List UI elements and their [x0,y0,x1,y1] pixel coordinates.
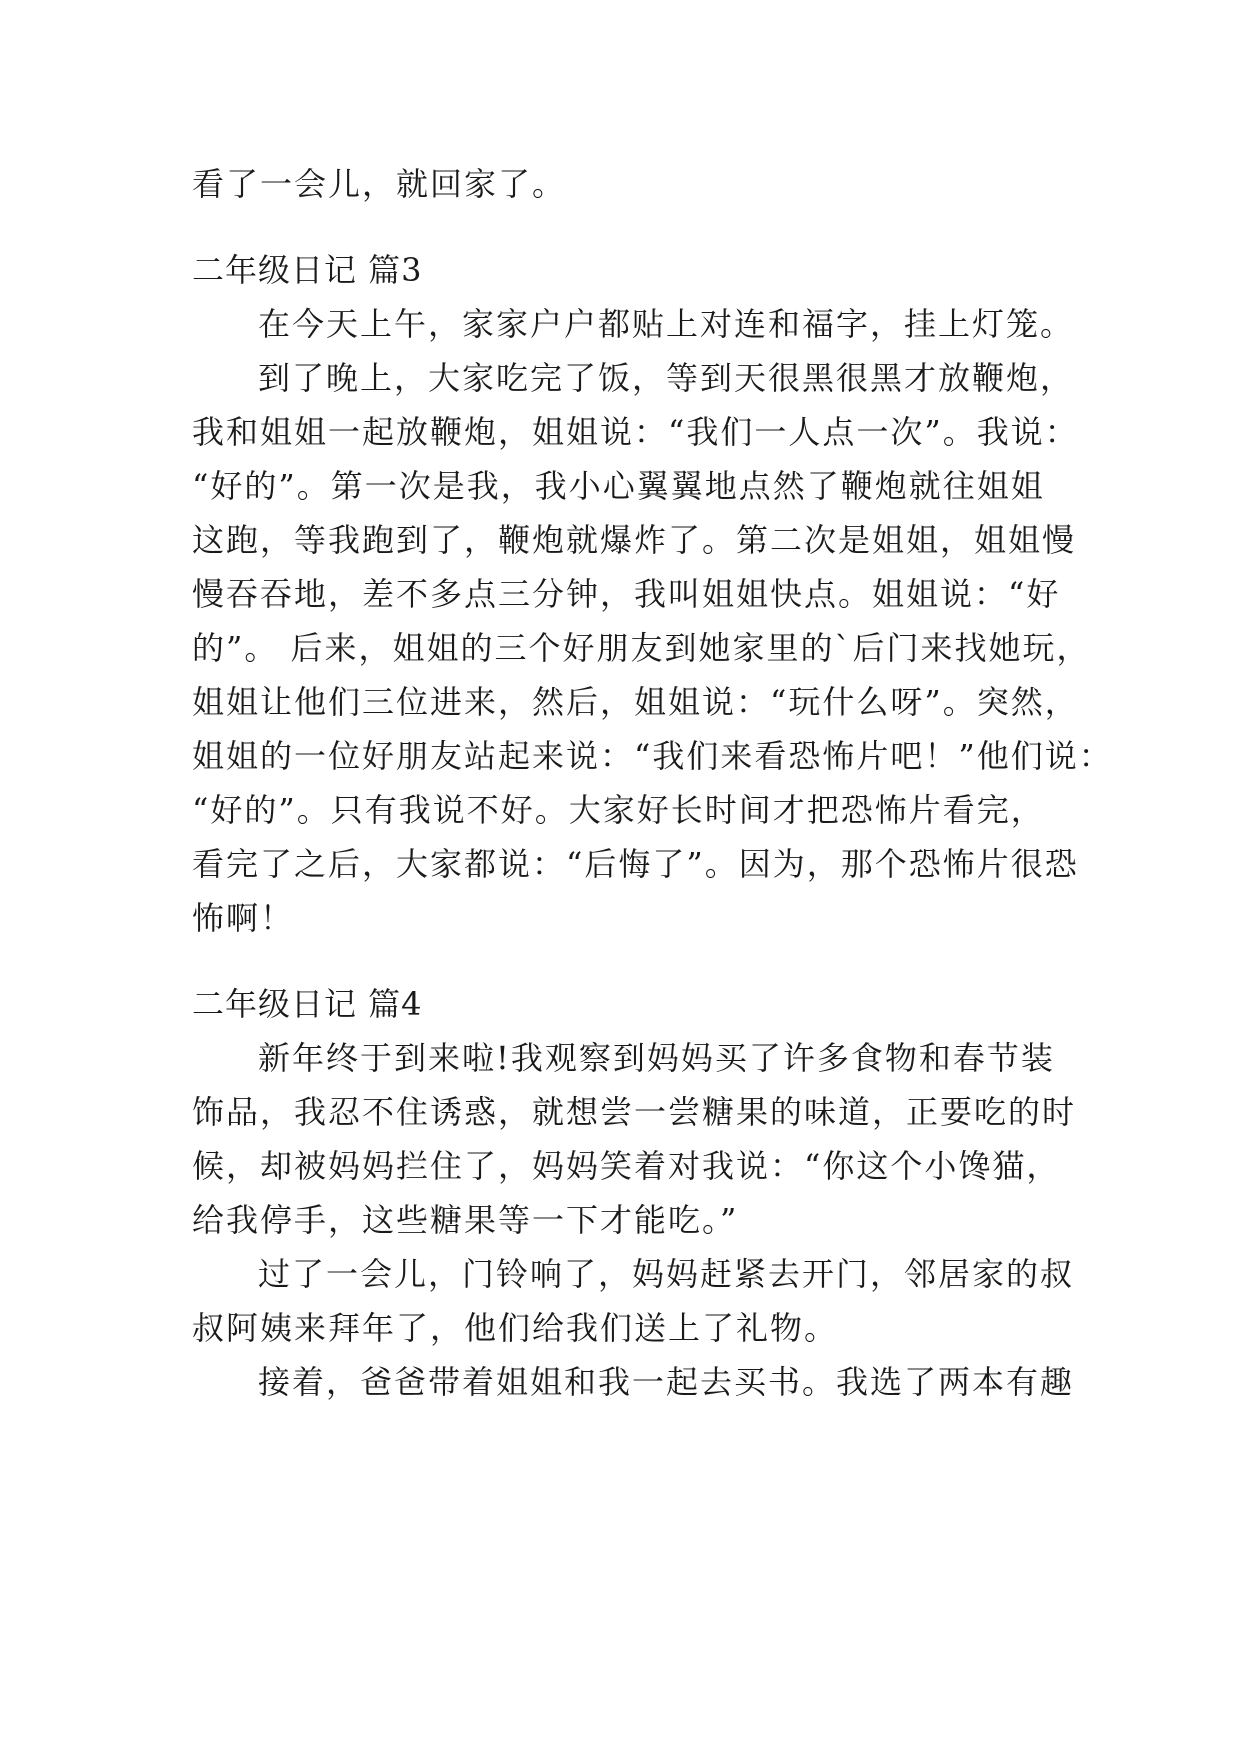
paragraph-line: 的”。 后来，姐姐的三个好朋友到她家里的`后门来找她玩， [192,629,1091,667]
paragraph-line: 给我停手，这些糖果等一下才能吃。” [192,1201,739,1239]
paragraph-line: 慢吞吞地，差不多点三分钟，我叫姐姐快点。姐姐说：“好 [192,575,1061,613]
paragraph-line: 到了晚上，大家吃完了饭，等到天很黑很黑才放鞭炮， [258,359,1075,397]
section-heading: 二年级日记 篇3 [192,251,423,289]
paragraph-line: 这跑，等我跑到了，鞭炮就爆炸了。第二次是姐姐，姐姐慢 [192,521,1077,559]
paragraph-line: 过了一会儿，门铃响了，妈妈赶紧去开门，邻居家的叔 [258,1255,1075,1293]
text-line: 看了一会儿，就回家了。 [192,165,567,203]
paragraph-line: 新年终于到来啦!我观察到妈妈买了许多食物和春节装 [258,1039,1055,1077]
paragraph-line: 在今天上午，家家户户都贴上对连和福字，挂上灯笼。 [258,305,1075,343]
paragraph-line: “好的”。只有我说不好。大家好长时间才把恐怖片看完， [192,791,1045,829]
paragraph-line: 姐姐的一位好朋友站起来说：“我们来看恐怖片吧！”他们说： [192,737,1113,775]
paragraph-line: 我和姐姐一起放鞭炮，姐姐说：“我们一人点一次”。我说： [192,413,1079,451]
paragraph-line: 怖啊！ [192,899,295,937]
paragraph-line: 接着，爸爸带着姐姐和我一起去买书。我选了两本有趣 [258,1363,1075,1401]
paragraph-line: 候，却被妈妈拦住了，妈妈笑着对我说：“你这个小馋猫， [192,1147,1061,1185]
paragraph-line: 饰品，我忍不住诱惑，就想尝一尝糖果的味道，正要吃的时 [192,1093,1077,1131]
paragraph-line: “好的”。第一次是我，我小心翼翼地点然了鞭炮就往姐姐 [192,467,1045,505]
paragraph-line: 看完了之后，大家都说：“后悔了”。因为，那个恐怖片很恐 [192,845,1079,883]
paragraph-line: 姐姐让他们三位进来，然后，姐姐说：“玩什么呀”。突然， [192,683,1079,721]
paragraph-line: 叔阿姨来拜年了，他们给我们送上了礼物。 [192,1309,839,1347]
section-heading: 二年级日记 篇4 [192,985,423,1023]
